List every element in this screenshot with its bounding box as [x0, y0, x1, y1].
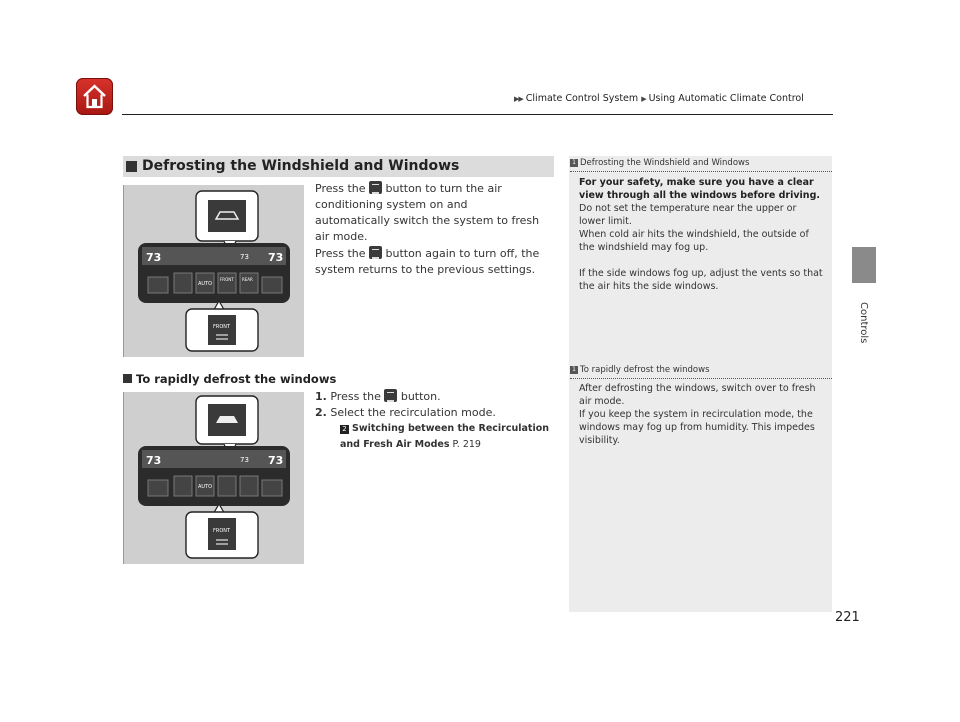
- note-2-body: [579, 382, 824, 447]
- auto-label-2: AUTO: [198, 484, 213, 490]
- front-defrost-label-2: FRONT: [213, 528, 231, 534]
- cross-reference-link[interactable]: [340, 421, 555, 453]
- front-defrost-icon: [384, 389, 397, 402]
- header-divider: [122, 114, 833, 115]
- page-number: 221: [835, 610, 860, 625]
- chapter-tab[interactable]: [852, 247, 876, 283]
- note-1-para-3: If the side windows fog up, adjust the vents so that the air hits the side windows.: [579, 268, 823, 292]
- subsection-heading: [123, 372, 336, 386]
- home-button[interactable]: [76, 78, 113, 115]
- front-label: FRONT: [220, 277, 234, 282]
- note-1-para-2: When cold air hits the windshield, the outside of the windshield may fog up.: [579, 229, 809, 253]
- step-2-number: 2.: [315, 406, 327, 419]
- reference-title[interactable]: Switching between the Recirculation and Fresh Air Modes: [340, 423, 549, 450]
- front-defrost-icon: [369, 181, 382, 194]
- subsection-title: To rapidly defrost the windows: [136, 372, 337, 386]
- note-marker-icon: 1: [570, 366, 578, 374]
- paragraph-2: [315, 246, 545, 278]
- reference-page[interactable]: P. 219: [452, 439, 481, 450]
- section-title: Defrosting the Windshield and Windows: [142, 158, 460, 174]
- step-1: [315, 389, 496, 405]
- note-2-para-1: After defrosting the windows, switch over to fresh air mode.: [579, 383, 816, 407]
- note-2-para-2: If you keep the system in recirculation mode, the windows may fog up from humidity. This impedes visibility.: [579, 409, 815, 446]
- step-2: [315, 405, 496, 421]
- temp-center-2: 73: [240, 456, 249, 464]
- step-1-rest: button.: [400, 390, 441, 403]
- paragraph-1-lead: Press the: [315, 182, 366, 195]
- note-2-heading: [570, 365, 710, 375]
- note-1-body: [579, 176, 824, 293]
- auto-label: AUTO: [198, 281, 213, 287]
- temp-right: 73: [268, 251, 284, 264]
- paragraph-2-lead: Press the: [315, 247, 366, 260]
- paragraph-1: [315, 181, 545, 245]
- breadcrumb-arrow-icon: ▶: [641, 95, 646, 103]
- subsection-bullet-icon: [123, 374, 132, 383]
- front-defrost-icon: [369, 246, 382, 259]
- temp-left-2: 73: [146, 454, 162, 467]
- rear-label: REAR: [242, 277, 253, 282]
- section-header: [123, 156, 554, 177]
- paragraph-1-rest: button to turn the air conditioning system on and automatically switch the system to fresh air mode.: [315, 182, 540, 243]
- note-2-title: To rapidly defrost the windows: [580, 365, 710, 375]
- front-defrost-label: FRONT: [213, 324, 231, 330]
- breadcrumb: [514, 93, 804, 104]
- note-1-warning: For your safety, make sure you have a clear view through all the windows before driving.: [579, 177, 820, 201]
- note-1-para-1: Do not set the temperature near the upper or lower limit.: [579, 203, 797, 227]
- breadcrumb-arrow-icon: ▶▶: [514, 95, 523, 103]
- note-1-title: Defrosting the Windshield and Windows: [580, 158, 750, 168]
- chapter-label: Controls: [858, 302, 869, 344]
- temp-right-2: 73: [268, 454, 284, 467]
- climate-panel-figure-recirc: [123, 392, 304, 564]
- breadcrumb-item[interactable]: Climate Control System: [525, 93, 639, 104]
- note-1-heading: [570, 158, 749, 168]
- step-2-text: Select the recirculation mode.: [330, 406, 496, 419]
- temp-left: 73: [146, 251, 162, 264]
- note-marker-icon: 1: [570, 159, 578, 167]
- home-icon: [81, 83, 108, 110]
- section-bullet-icon: [126, 161, 137, 172]
- temp-center: 73: [240, 253, 249, 261]
- paragraph-2-rest: button again to turn off, the system returns to the previous settings.: [315, 247, 540, 276]
- step-1-lead: Press the: [330, 390, 381, 403]
- climate-panel-figure: [123, 185, 304, 357]
- note-2-divider: [570, 378, 832, 379]
- reference-arrow-icon: 2: [340, 425, 349, 434]
- step-1-number: 1.: [315, 390, 327, 403]
- note-1-divider: [570, 171, 832, 172]
- breadcrumb-item[interactable]: Using Automatic Climate Control: [648, 93, 804, 104]
- steps-list: [315, 389, 496, 421]
